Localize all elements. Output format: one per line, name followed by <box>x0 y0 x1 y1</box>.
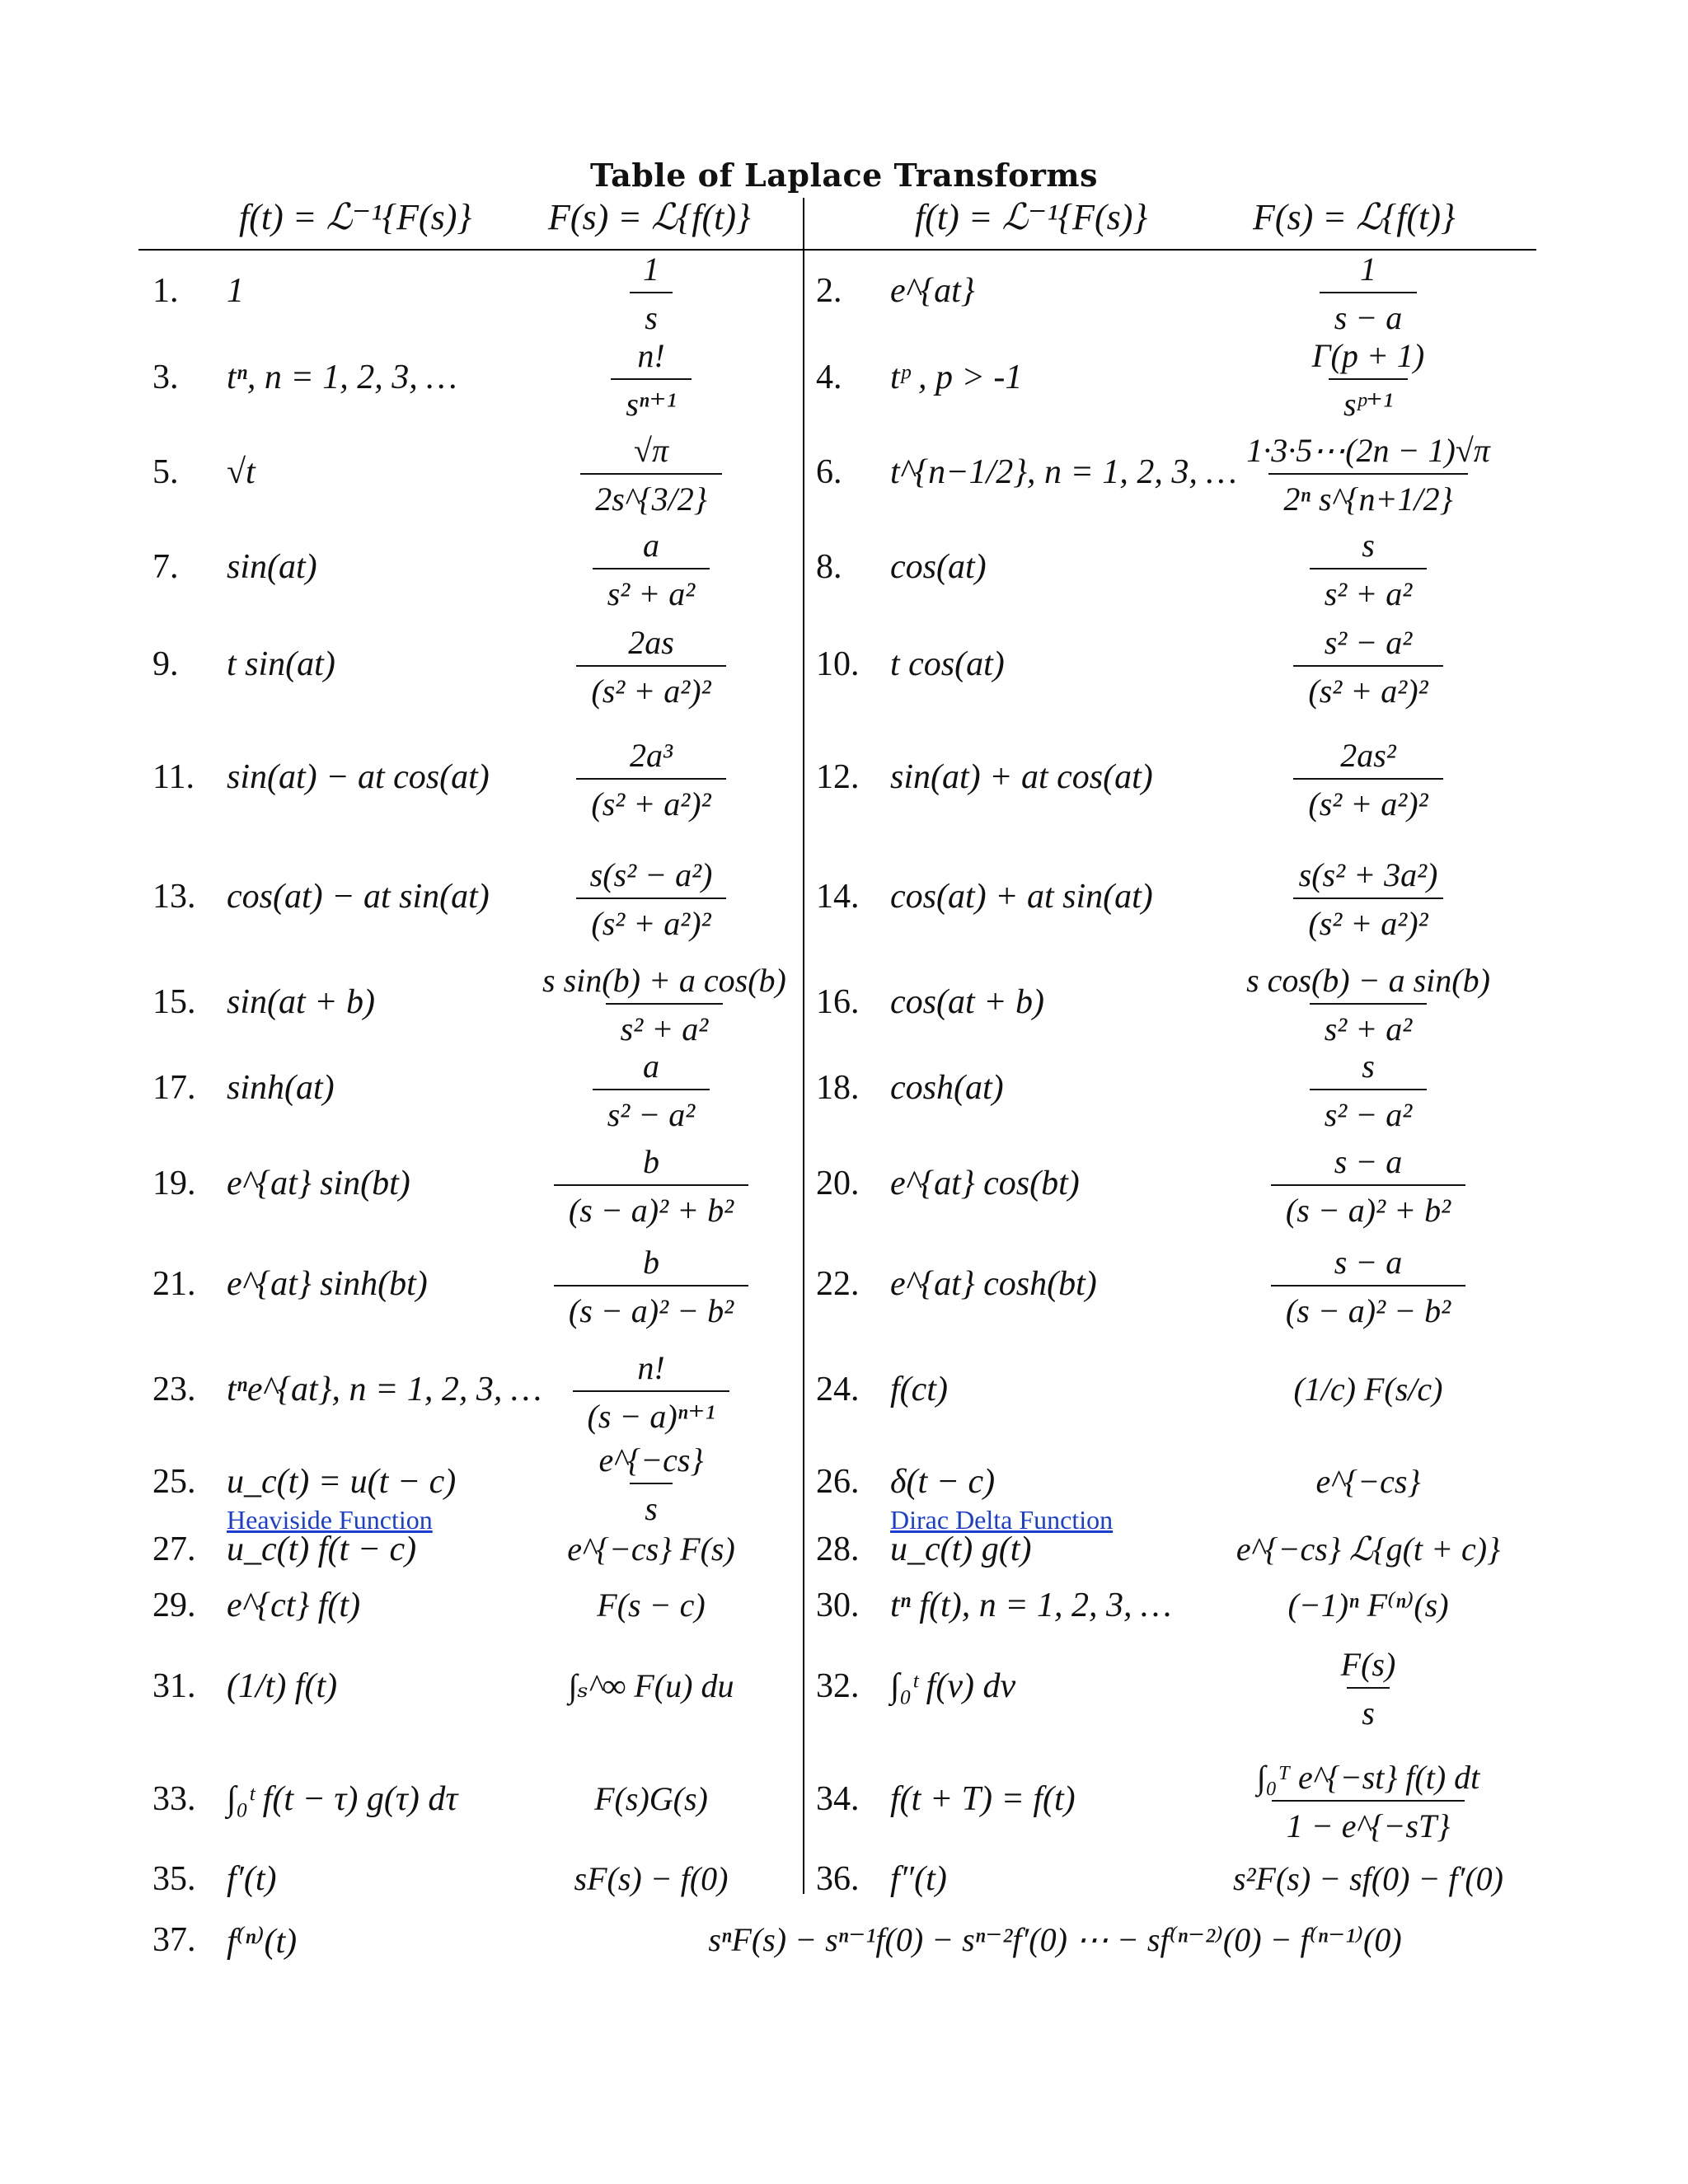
transform-expression <box>1212 1142 1525 1230</box>
denominator: s² + a² <box>606 1003 724 1048</box>
inverse-function <box>890 1779 1076 1819</box>
denominator: s² + a² <box>1310 1003 1428 1048</box>
numerator: 1 <box>1360 251 1376 288</box>
inverse-function <box>890 452 1237 492</box>
header-inverse-left: f(t) = ℒ⁻¹{F(s)} <box>239 197 472 237</box>
inverse-function <box>227 1164 410 1203</box>
numerator: F(s) <box>1340 1646 1396 1683</box>
fraction <box>1320 250 1418 337</box>
transform-expression <box>1212 1243 1525 1330</box>
expression: (−1)ⁿ F⁽ⁿ⁾(s) <box>1287 1586 1449 1624</box>
denominator: s <box>630 1483 673 1528</box>
inverse-function <box>890 982 1044 1022</box>
transform-expression <box>1212 855 1525 943</box>
expression: sF(s) − f(0) <box>574 1860 729 1897</box>
expression: e^{−cs} <box>1315 1463 1421 1500</box>
inverse-function <box>890 877 1153 916</box>
denominator: (s² + a²)² <box>1293 665 1442 710</box>
transform-expression <box>1212 961 1525 1048</box>
fraction <box>628 250 674 337</box>
row-number: 9. <box>152 645 179 683</box>
expression: e^{−cs} ℒ{g(t + c)} <box>1236 1530 1501 1568</box>
function-text: sin(at + b) <box>227 983 375 1021</box>
function-text: u_c(t) f(t − c) <box>227 1530 417 1568</box>
transform-expression <box>1212 736 1525 823</box>
fraction <box>584 1441 719 1528</box>
denominator: (s² + a²)² <box>1293 778 1442 823</box>
inverse-function <box>890 1264 1097 1304</box>
numerator: e^{−cs} <box>598 1441 704 1479</box>
denominator: s² + a² <box>593 568 710 613</box>
transform-expression <box>1212 526 1525 613</box>
function-text: √t <box>227 453 256 491</box>
numerator: s(s² − a²) <box>589 856 713 893</box>
row-number: 36. <box>816 1860 860 1898</box>
transform-expression <box>528 1586 775 1624</box>
function-text: t cos(at) <box>890 645 1005 683</box>
transform-expression <box>1212 336 1525 424</box>
function-text: t^{n−1/2}, n = 1, 2, 3, … <box>890 453 1237 491</box>
function-text: f(t + T) = f(t) <box>890 1780 1076 1818</box>
function-text: f″(t) <box>890 1860 947 1898</box>
transform-expression: sⁿF(s) − sⁿ⁻¹f(0) − sⁿ⁻²f′(0) ⋯ − sf⁽ⁿ⁻²⁾(0) − f⁽ⁿ⁻¹⁾(0) <box>708 1921 1402 1958</box>
transform-expression <box>528 1142 775 1230</box>
fraction <box>1231 431 1505 518</box>
row-number: 12. <box>816 758 860 796</box>
function-text: 1 <box>227 272 244 310</box>
numerator: ∫₀ᵀ e^{−st} f(t) dt <box>1256 1759 1480 1796</box>
numerator: √π <box>633 432 668 469</box>
function-text: ∫₀ᵗ f(t − τ) g(τ) dτ <box>227 1780 458 1818</box>
numerator: 1 <box>643 251 659 288</box>
page-title: Table of Laplace Transforms <box>589 157 1099 194</box>
row-number: 17. <box>152 1069 196 1107</box>
row-number: 37. <box>152 1921 196 1959</box>
function-text: cos(at + b) <box>890 983 1044 1021</box>
expression: F(s − c) <box>597 1586 706 1624</box>
transform-expression <box>528 526 775 613</box>
numerator: b <box>643 1143 659 1180</box>
inverse-function <box>227 1666 337 1706</box>
row-number: 34. <box>816 1780 860 1818</box>
row-number: 7. <box>152 548 179 586</box>
numerator: 2as² <box>1340 737 1396 774</box>
header-inverse-right: f(t) = ℒ⁻¹{F(s)} <box>915 197 1148 237</box>
function-text: sin(at) <box>227 548 317 586</box>
function-text: tⁿe^{at}, n = 1, 2, 3, … <box>227 1371 542 1408</box>
row-number: 6. <box>816 453 842 491</box>
inverse-function <box>227 271 244 311</box>
fraction <box>575 855 728 943</box>
fraction <box>580 431 722 518</box>
function-text: e^{at} sinh(bt) <box>227 1265 428 1303</box>
fraction <box>1310 1047 1428 1134</box>
function-text: δ(t − c) <box>890 1463 996 1501</box>
fraction <box>593 1047 710 1134</box>
row-number: 26. <box>816 1463 860 1501</box>
row-number: 35. <box>152 1860 196 1898</box>
transform-expression <box>528 1779 775 1818</box>
function-text: cos(at) <box>890 548 987 586</box>
expression: F(s)G(s) <box>594 1780 708 1817</box>
dirac-delta-function-link[interactable]: Dirac Delta Function <box>890 1505 1114 1535</box>
inverse-function <box>890 1530 1031 1569</box>
row-number: 4. <box>816 359 842 396</box>
inverse-function <box>890 358 1022 397</box>
inverse-function <box>227 1586 360 1625</box>
fraction <box>573 1348 730 1436</box>
numerator: s − a <box>1334 1244 1403 1281</box>
denominator: (s² + a²)² <box>576 665 725 710</box>
fraction <box>576 736 725 823</box>
fraction <box>554 1243 748 1330</box>
inverse-function <box>227 1068 335 1108</box>
row-number: 23. <box>152 1371 196 1408</box>
denominator: (s − a)² + b² <box>554 1184 748 1230</box>
inverse-function <box>890 1462 1113 1535</box>
row-number: 2. <box>816 272 842 310</box>
transform-expression <box>528 336 775 424</box>
numerator: s(s² + 3a²) <box>1298 856 1438 893</box>
expression: ∫ₛ^∞ F(u) du <box>568 1667 734 1704</box>
transform-expression <box>528 1047 775 1134</box>
numerator: 2a³ <box>630 737 673 774</box>
inverse-function <box>227 1859 277 1899</box>
expression: e^{−cs} F(s) <box>567 1530 735 1568</box>
denominator: (s − a)² − b² <box>1271 1285 1465 1330</box>
function-text: t sin(at) <box>227 645 335 683</box>
row-number: 30. <box>816 1586 860 1624</box>
function-text: sin(at) + at cos(at) <box>890 758 1153 796</box>
denominator: 2s^{3/2} <box>580 473 722 518</box>
function-text: tⁿ, n = 1, 2, 3, … <box>227 359 457 396</box>
numerator: n! <box>637 337 665 374</box>
denominator: s² − a² <box>1310 1089 1428 1134</box>
transform-expression <box>1212 1758 1525 1845</box>
transform-expression <box>1212 1859 1525 1898</box>
inverse-function <box>227 452 256 492</box>
numerator: s² − a² <box>1324 624 1413 661</box>
row-number: 31. <box>152 1667 196 1705</box>
row-number: 24. <box>816 1371 860 1408</box>
transform-expression <box>528 1243 775 1330</box>
denominator: sᵖ⁺¹ <box>1329 378 1408 424</box>
function-text: e^{at} sin(bt) <box>227 1165 410 1202</box>
transform-expression <box>528 1666 775 1705</box>
transform-expression <box>528 961 786 1048</box>
numerator: 2as <box>628 624 674 661</box>
denominator: s² + a² <box>1310 568 1428 613</box>
inverse-function <box>890 271 975 311</box>
function-text: sinh(at) <box>227 1069 335 1107</box>
function-text: u_c(t) = u(t − c) <box>227 1463 457 1501</box>
row-number: 20. <box>816 1165 860 1202</box>
fraction <box>1271 1142 1465 1230</box>
denominator: 2ⁿ s^{n+1/2} <box>1268 473 1467 518</box>
fraction <box>576 623 725 710</box>
numerator: s sin(b) + a cos(b) <box>542 962 786 999</box>
denominator: (s² + a²)² <box>1293 898 1442 943</box>
expression: (1/c) F(s/c) <box>1293 1371 1443 1408</box>
inverse-function <box>890 644 1005 684</box>
denominator: (s² + a²)² <box>576 778 725 823</box>
denominator: (s² + a²)² <box>576 898 725 943</box>
function-text: tᵖ , p > -1 <box>890 359 1023 396</box>
numerator: a <box>642 1047 659 1085</box>
fraction <box>1271 1243 1465 1330</box>
denominator: (s − a)² + b² <box>1271 1184 1465 1230</box>
numerator: s − a <box>1334 1143 1403 1180</box>
fraction <box>1284 855 1453 943</box>
numerator: a <box>642 527 659 564</box>
row-number: 18. <box>816 1069 860 1107</box>
inverse-function <box>890 1859 947 1899</box>
numerator: n! <box>637 1349 665 1386</box>
row-number: 28. <box>816 1530 860 1568</box>
row-number: 32. <box>816 1667 860 1705</box>
transform-expression <box>528 431 775 518</box>
function-text: e^{at} cosh(bt) <box>890 1265 1097 1303</box>
inverse-function <box>227 982 375 1022</box>
fraction <box>593 526 710 613</box>
transform-expression <box>1212 1530 1525 1568</box>
fraction <box>528 961 801 1048</box>
inverse-function <box>227 757 490 797</box>
row-number: 21. <box>152 1265 196 1303</box>
denominator: s <box>1347 1687 1390 1732</box>
transform-expression <box>1212 623 1525 710</box>
function-text: cos(at) + at sin(at) <box>890 878 1153 916</box>
transform-expression <box>1212 1586 1525 1624</box>
fraction <box>1326 1645 1411 1732</box>
inverse-function: f⁽ⁿ⁾(t) <box>227 1923 298 1961</box>
inverse-function <box>227 547 317 587</box>
denominator: sⁿ⁺¹ <box>611 378 691 424</box>
transform-expression <box>528 1530 775 1568</box>
transform-expression <box>528 855 775 943</box>
transform-expression <box>1212 250 1525 337</box>
inverse-function <box>890 1164 1080 1203</box>
header-transform-right: F(s) = ℒ{f(t)} <box>1253 197 1456 237</box>
function-text: tⁿ f(t), n = 1, 2, 3, … <box>890 1586 1172 1624</box>
transform-expression <box>528 1859 775 1898</box>
transform-expression <box>1212 1462 1525 1501</box>
denominator: s² − a² <box>593 1089 710 1134</box>
transform-expression <box>528 1441 775 1528</box>
denominator: s <box>630 292 673 337</box>
function-text: e^{ct} f(t) <box>227 1586 361 1624</box>
fraction <box>1310 526 1428 613</box>
denominator: (s − a)² − b² <box>554 1285 748 1330</box>
fraction <box>1293 736 1442 823</box>
numerator: 1·3·5⋯(2n − 1)√π <box>1246 432 1490 469</box>
inverse-function <box>227 1779 457 1819</box>
row-number: 14. <box>816 878 860 916</box>
fraction <box>554 1142 748 1230</box>
inverse-function <box>890 1068 1004 1108</box>
fraction <box>1293 623 1442 710</box>
row-number: 27. <box>152 1530 196 1568</box>
row-number: 16. <box>816 983 860 1021</box>
inverse-function <box>890 757 1153 797</box>
inverse-function <box>890 1666 1015 1706</box>
function-text: e^{at} cos(bt) <box>890 1165 1080 1202</box>
transform-expression <box>528 1348 775 1436</box>
transform-expression <box>528 623 775 710</box>
transform-expression <box>1212 1645 1525 1732</box>
inverse-function <box>227 1462 456 1535</box>
header-transform-left: F(s) = ℒ{f(t)} <box>548 197 751 237</box>
transform-expression <box>1212 431 1525 518</box>
function-text: (1/t) f(t) <box>227 1667 338 1705</box>
transform-expression <box>1212 1370 1525 1408</box>
numerator: s <box>1362 1047 1375 1085</box>
inverse-function <box>227 877 490 916</box>
denominator: 1 − e^{−sT} <box>1272 1800 1465 1845</box>
row-number: 8. <box>816 548 842 586</box>
row-number: 11. <box>152 758 195 796</box>
inverse-function <box>227 1370 542 1409</box>
inverse-function <box>227 644 335 684</box>
function-text: cosh(at) <box>890 1069 1004 1107</box>
function-text: ∫₀ᵗ f(v) dv <box>890 1667 1016 1705</box>
row-number: 22. <box>816 1265 860 1303</box>
transform-expression <box>528 250 775 337</box>
numerator: Γ(p + 1) <box>1311 337 1425 374</box>
transform-expression <box>1212 1047 1525 1134</box>
fraction <box>1231 961 1505 1048</box>
inverse-function <box>227 1264 428 1304</box>
transform-expression <box>528 736 775 823</box>
denominator: (s − a)ⁿ⁺¹ <box>573 1390 730 1436</box>
inverse-function <box>890 1370 948 1409</box>
inverse-function <box>227 358 457 397</box>
denominator: s − a <box>1320 292 1418 337</box>
numerator: s <box>1362 527 1375 564</box>
function-text: sin(at) − at cos(at) <box>227 758 490 796</box>
fraction <box>611 336 691 424</box>
row-number: 29. <box>152 1586 196 1624</box>
row-number: 5. <box>152 453 179 491</box>
row-number: 13. <box>152 878 196 916</box>
function-text: f(ct) <box>890 1371 948 1408</box>
row-number: 15. <box>152 983 196 1021</box>
row-number: 1. <box>152 272 179 310</box>
row-number: 25. <box>152 1463 196 1501</box>
fraction <box>1297 336 1439 424</box>
inverse-function <box>890 547 987 587</box>
function-text: cos(at) − at sin(at) <box>227 878 490 916</box>
inverse-function <box>227 1530 416 1569</box>
function-text: e^{at} <box>890 272 975 310</box>
numerator: b <box>643 1244 659 1281</box>
row-number: 3. <box>152 359 179 396</box>
row-number: 10. <box>816 645 860 683</box>
heaviside-function-link[interactable]: Heaviside Function <box>227 1505 433 1535</box>
row-number: 19. <box>152 1165 196 1202</box>
fraction <box>1242 1758 1495 1845</box>
row-number: 33. <box>152 1780 196 1818</box>
inverse-function <box>890 1586 1171 1625</box>
function-text: f′(t) <box>227 1860 277 1898</box>
numerator: s cos(b) − a sin(b) <box>1246 962 1490 999</box>
expression: s²F(s) − sf(0) − f′(0) <box>1232 1860 1503 1897</box>
function-text: u_c(t) g(t) <box>890 1530 1032 1568</box>
